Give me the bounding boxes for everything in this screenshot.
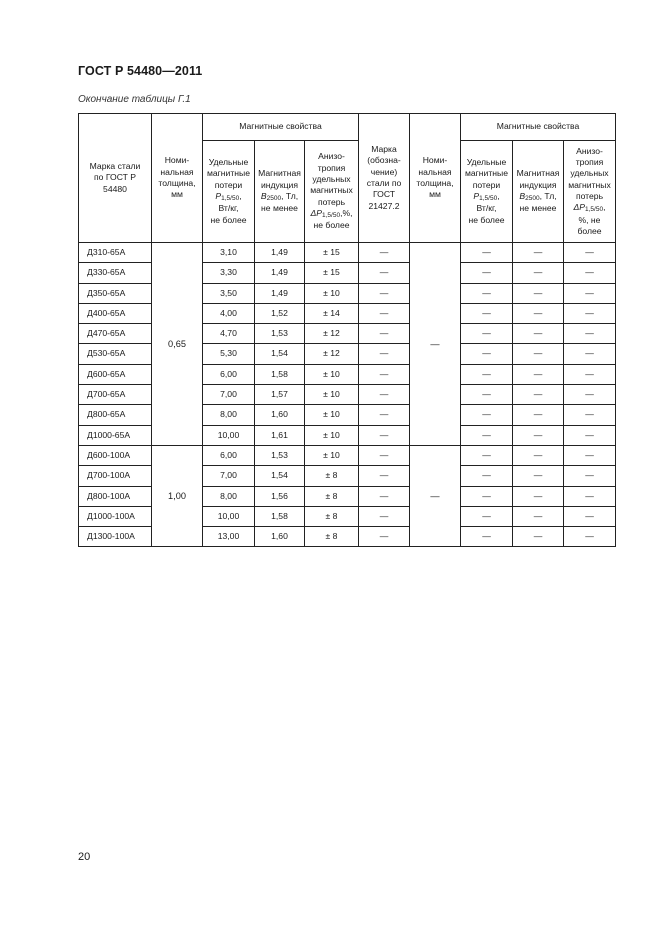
- cell-anisotropy: ± 14: [305, 303, 359, 323]
- cell-gost-grade: —: [359, 324, 410, 344]
- cell-grade: Д800-65А: [79, 405, 152, 425]
- cell-gost-grade: —: [359, 405, 410, 425]
- cell-loss: 10,00: [203, 506, 255, 526]
- cell-grade: Д350-65А: [79, 283, 152, 303]
- cell-loss: 4,70: [203, 324, 255, 344]
- cell-induction: 1,58: [255, 506, 305, 526]
- cell-anisotropy-2: —: [564, 324, 616, 344]
- header-induction: Магнитная индукция $B_{2500}$, Тл, не менее: [255, 141, 305, 243]
- cell-loss-2: —: [461, 344, 513, 364]
- cell-loss: 4,00: [203, 303, 255, 323]
- table-row: [79, 445, 616, 465]
- cell-thickness: 0,65: [152, 243, 203, 446]
- cell-grade: Д800-100А: [79, 486, 152, 506]
- cell-loss: 6,00: [203, 445, 255, 465]
- cell-grade: Д1000-65А: [79, 425, 152, 445]
- cell-loss-2: —: [461, 405, 513, 425]
- cell-anisotropy-2: —: [564, 385, 616, 405]
- header-loss: Удельные магнитные потери $P_{1,5/50}$, Вт/кг, не более: [203, 141, 255, 243]
- cell-anisotropy: ± 10: [305, 445, 359, 465]
- cell-grade: Д400-65А: [79, 303, 152, 323]
- cell-gost-grade: —: [359, 445, 410, 465]
- cell-gost-grade: —: [359, 486, 410, 506]
- cell-anisotropy: ± 12: [305, 324, 359, 344]
- cell-anisotropy: ± 15: [305, 243, 359, 263]
- cell-loss-2: —: [461, 283, 513, 303]
- cell-induction-2: —: [513, 303, 564, 323]
- cell-gost-grade: —: [359, 364, 410, 384]
- cell-loss: 8,00: [203, 486, 255, 506]
- cell-loss: 6,00: [203, 364, 255, 384]
- cell-induction: 1,54: [255, 344, 305, 364]
- cell-grade: Д530-65А: [79, 344, 152, 364]
- cell-gost-grade: —: [359, 466, 410, 486]
- cell-loss-2: —: [461, 303, 513, 323]
- cell-loss-2: —: [461, 425, 513, 445]
- cell-grade: Д310-65А: [79, 243, 152, 263]
- header-thickness-2: Номи- нальная толщина, мм: [410, 114, 461, 243]
- cell-anisotropy-2: —: [564, 303, 616, 323]
- cell-grade: Д330-65А: [79, 263, 152, 283]
- cell-gost-grade: —: [359, 385, 410, 405]
- cell-gost-grade: —: [359, 263, 410, 283]
- cell-anisotropy: ± 10: [305, 385, 359, 405]
- table-body: [79, 243, 616, 547]
- cell-grade: Д600-65А: [79, 364, 152, 384]
- document-header: ГОСТ Р 54480—2011: [78, 64, 203, 78]
- cell-loss: 7,00: [203, 385, 255, 405]
- cell-loss-2: —: [461, 506, 513, 526]
- cell-induction: 1,53: [255, 324, 305, 344]
- cell-anisotropy: ± 12: [305, 344, 359, 364]
- cell-induction: 1,57: [255, 385, 305, 405]
- cell-anisotropy-2: —: [564, 486, 616, 506]
- page-number: 20: [78, 851, 91, 863]
- cell-loss-2: —: [461, 364, 513, 384]
- cell-gost-grade: —: [359, 527, 410, 547]
- cell-induction-2: —: [513, 486, 564, 506]
- cell-induction: 1,60: [255, 527, 305, 547]
- cell-gost-thickness: —: [410, 445, 461, 546]
- cell-induction: 1,61: [255, 425, 305, 445]
- cell-anisotropy-2: —: [564, 243, 616, 263]
- cell-induction-2: —: [513, 506, 564, 526]
- cell-grade: Д700-100А: [79, 466, 152, 486]
- cell-anisotropy: ± 8: [305, 527, 359, 547]
- cell-induction: 1,60: [255, 405, 305, 425]
- header-induction-2: Магнитная индукция $B_{2500}$, Тл, не менее: [513, 141, 564, 243]
- cell-induction-2: —: [513, 445, 564, 465]
- cell-grade: Д600-100А: [79, 445, 152, 465]
- cell-gost-grade: —: [359, 243, 410, 263]
- cell-anisotropy-2: —: [564, 466, 616, 486]
- cell-anisotropy-2: —: [564, 283, 616, 303]
- cell-loss-2: —: [461, 385, 513, 405]
- cell-anisotropy-2: —: [564, 445, 616, 465]
- cell-induction: 1,58: [255, 364, 305, 384]
- cell-gost-grade: —: [359, 425, 410, 445]
- cell-loss-2: —: [461, 445, 513, 465]
- cell-gost-thickness: —: [410, 243, 461, 446]
- cell-induction: 1,54: [255, 466, 305, 486]
- header-loss-2: Удельные магнитные потери $P_{1,5/50}$, Вт/кг, не более: [461, 141, 513, 243]
- cell-anisotropy: ± 10: [305, 364, 359, 384]
- cell-induction: 1,49: [255, 283, 305, 303]
- table-row: [79, 243, 616, 263]
- header-magnetic-group-2: Магнитные свойства: [461, 114, 616, 141]
- cell-anisotropy-2: —: [564, 425, 616, 445]
- table-caption: Окончание таблицы Г.1: [78, 94, 191, 105]
- cell-anisotropy: ± 8: [305, 486, 359, 506]
- cell-grade: Д1000-100А: [79, 506, 152, 526]
- cell-anisotropy-2: —: [564, 364, 616, 384]
- header-thickness: Номи- нальная толщина, мм: [152, 114, 203, 243]
- cell-induction-2: —: [513, 324, 564, 344]
- cell-anisotropy-2: —: [564, 263, 616, 283]
- cell-induction: 1,53: [255, 445, 305, 465]
- header-gost-grade: Марка (обозна- чение) стали по ГОСТ 21427.2: [359, 114, 410, 243]
- cell-induction-2: —: [513, 425, 564, 445]
- header-anisotropy: Анизо- тропия удельных магнитных потерь $\Delta P_{1,5/50},\%$, не более: [305, 141, 359, 243]
- cell-anisotropy: ± 10: [305, 283, 359, 303]
- cell-loss-2: —: [461, 486, 513, 506]
- cell-loss: 3,10: [203, 243, 255, 263]
- cell-loss: 3,50: [203, 283, 255, 303]
- cell-loss-2: —: [461, 243, 513, 263]
- cell-induction-2: —: [513, 283, 564, 303]
- cell-loss: 10,00: [203, 425, 255, 445]
- cell-grade: Д470-65А: [79, 324, 152, 344]
- cell-loss: 7,00: [203, 466, 255, 486]
- cell-induction: 1,49: [255, 243, 305, 263]
- cell-anisotropy: ± 15: [305, 263, 359, 283]
- cell-anisotropy-2: —: [564, 527, 616, 547]
- cell-anisotropy: ± 8: [305, 466, 359, 486]
- cell-gost-grade: —: [359, 283, 410, 303]
- cell-gost-grade: —: [359, 506, 410, 526]
- cell-anisotropy: ± 10: [305, 425, 359, 445]
- cell-loss: 5,30: [203, 344, 255, 364]
- cell-anisotropy: ± 8: [305, 506, 359, 526]
- cell-induction: 1,52: [255, 303, 305, 323]
- cell-loss: 8,00: [203, 405, 255, 425]
- cell-induction-2: —: [513, 405, 564, 425]
- cell-induction-2: —: [513, 243, 564, 263]
- cell-induction-2: —: [513, 466, 564, 486]
- cell-gost-grade: —: [359, 303, 410, 323]
- cell-anisotropy-2: —: [564, 506, 616, 526]
- header-magnetic-group: Магнитные свойства: [203, 114, 359, 141]
- steel-properties-table: [78, 113, 616, 547]
- cell-loss-2: —: [461, 527, 513, 547]
- cell-anisotropy-2: —: [564, 344, 616, 364]
- cell-grade: Д1300-100А: [79, 527, 152, 547]
- header-grade: Марка стали по ГОСТ Р 54480: [79, 114, 152, 243]
- cell-induction: 1,56: [255, 486, 305, 506]
- cell-loss-2: —: [461, 466, 513, 486]
- cell-loss: 13,00: [203, 527, 255, 547]
- cell-thickness: 1,00: [152, 445, 203, 546]
- cell-loss: 3,30: [203, 263, 255, 283]
- cell-induction-2: —: [513, 527, 564, 547]
- header-anisotropy-2: Анизо- тропия удельных магнитных потерь $\Delta P_{1,5/50}$, %, не более: [564, 141, 616, 243]
- cell-anisotropy-2: —: [564, 405, 616, 425]
- cell-induction-2: —: [513, 385, 564, 405]
- cell-induction-2: —: [513, 263, 564, 283]
- cell-induction-2: —: [513, 364, 564, 384]
- cell-anisotropy: ± 10: [305, 405, 359, 425]
- cell-loss-2: —: [461, 324, 513, 344]
- cell-gost-grade: —: [359, 344, 410, 364]
- cell-induction-2: —: [513, 344, 564, 364]
- cell-loss-2: —: [461, 263, 513, 283]
- cell-induction: 1,49: [255, 263, 305, 283]
- cell-grade: Д700-65А: [79, 385, 152, 405]
